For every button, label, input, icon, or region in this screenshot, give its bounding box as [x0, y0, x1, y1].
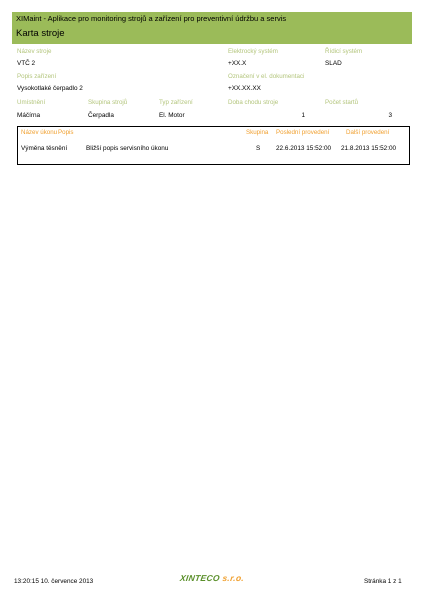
app-title: XIMaint - Aplikace pro monitoring strojů a zařízení pro preventivní údržbu a servis [16, 14, 287, 23]
report-title: Karta stroje [16, 28, 65, 39]
runtime-value: 1 [301, 112, 305, 119]
ops-header-last: Poslední provedení [276, 129, 330, 136]
ops-header-group: Skupina [246, 129, 269, 136]
machine-name-label: Název stroje [17, 48, 52, 55]
device-type-value: El. Motor [159, 112, 185, 119]
doc-marking-value: +XX.XX.XX [228, 85, 261, 92]
company-logo [179, 573, 245, 583]
ops-cell-name: Výměna těsnění [21, 145, 68, 152]
starts-label: Počet startů [325, 99, 359, 106]
description-label: Popis zařízení [17, 73, 57, 80]
group-label: Skupina strojů [88, 99, 128, 106]
starts-value: 3 [388, 112, 392, 119]
ops-cell-description: Bližší popis servisního úkonu [86, 145, 169, 152]
group-value: Čerpadla [88, 112, 114, 119]
machine-name-value: VTČ 2 [17, 60, 36, 67]
ops-header-name: Název úkonu [21, 129, 58, 136]
logo-suffix-text: s.r.o. [221, 573, 245, 583]
control-system-label: Řídicí systém [325, 48, 363, 55]
doc-marking-label: Označení v el. dokumentaci [228, 73, 305, 80]
footer-timestamp: 13:20:15 10. července 2013 [14, 578, 94, 585]
description-value: Vysokotlaké čerpadlo 2 [17, 85, 83, 92]
electric-system-value: +XX.X [228, 60, 247, 67]
footer-page-number: Stránka 1 z 1 [364, 578, 402, 585]
operations-table [17, 126, 410, 165]
ops-header-next: Další provedení [346, 129, 390, 136]
location-label: Umístnění [17, 99, 46, 106]
report-header [12, 12, 412, 44]
device-type-label: Typ zařízení [159, 99, 193, 106]
logo-main-text: XINTECO [179, 573, 221, 583]
electric-system-label: Elektrocký systém [228, 48, 278, 55]
control-system-value: SLAD [325, 60, 342, 67]
ops-cell-group: S [256, 145, 261, 152]
location-value: Máčírna [17, 112, 41, 119]
ops-cell-last: 22.6.2013 15:52:00 [276, 145, 332, 152]
ops-cell-next: 21.8.2013 15:52:00 [341, 145, 397, 152]
ops-header-description: Popis [58, 129, 74, 136]
runtime-label: Doba chodu stroje [228, 99, 279, 106]
